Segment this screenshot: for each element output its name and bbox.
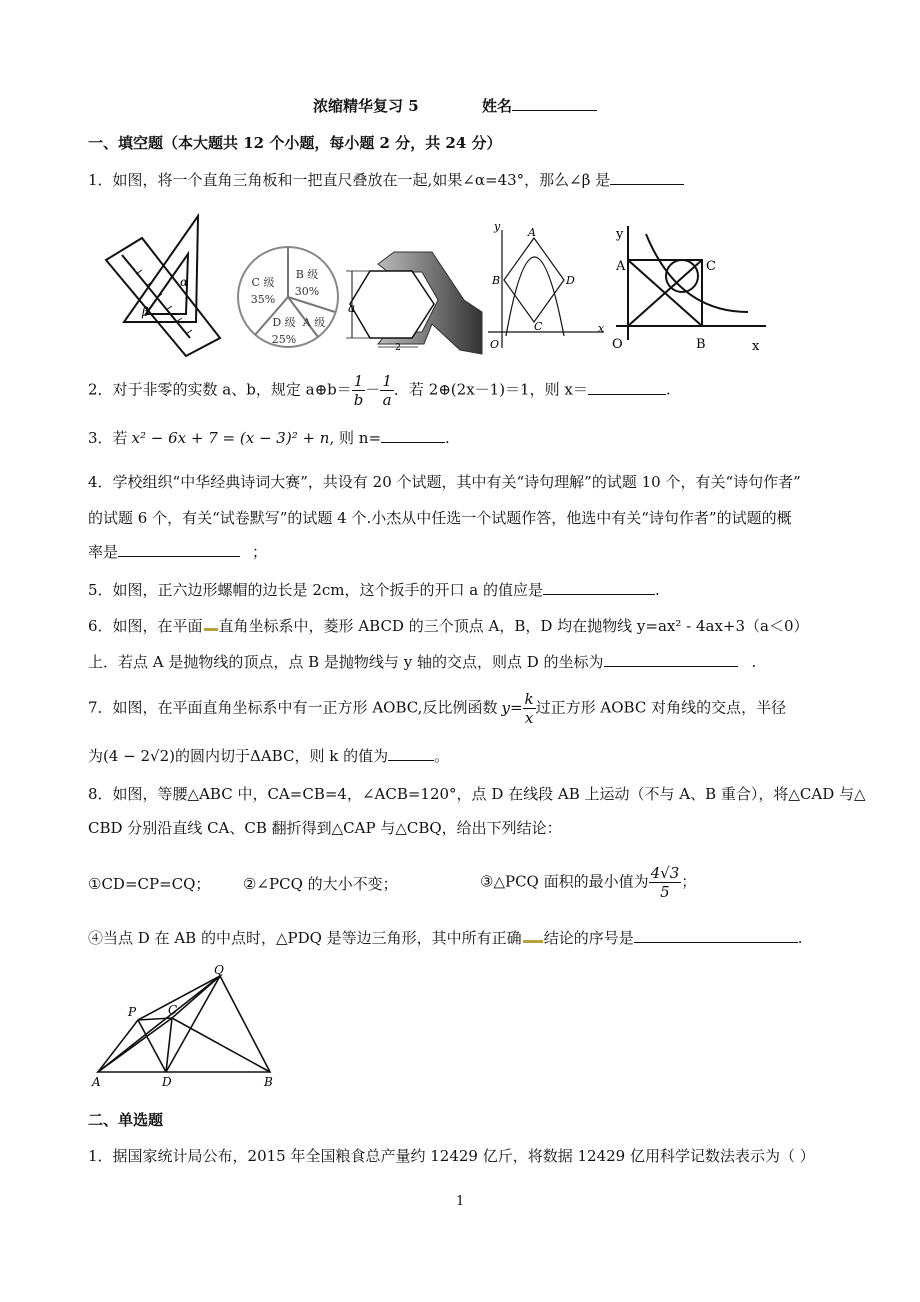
question-6-line-1: 6．如图，在平面 直角坐标系中，菱形 ABCD 的三个顶点 A，B，D 均在抛物线 y=ax² - 4ax+3（a＜0） [88,617,809,635]
fig4-A: A [528,226,536,239]
question-7-line-2: 为(4 − 2√2)的圆内切于ΔABC，则 k 的值为 。 [88,747,450,765]
fig6-B: B [264,1075,273,1089]
fig5-O: O [612,337,623,352]
fig4-y: y [494,220,501,233]
fig5-C: C [706,259,716,274]
pie-d-label: D 级 [272,316,296,329]
question-3: 3．若 x² − 6x + 7 = (x − 3)² + n, 则 n= . [88,429,450,447]
fraction-k-over-x: $\frac{k}{x}$ [524,690,534,727]
alpha-label: α [180,275,189,289]
fraction-4root3-over-5: $\frac{4√3}{5}$ [650,864,680,901]
single-choice-question-1: 1．据国家统计局公布，2015 年全国粮食总产量约 12429 亿斤，将数据 12429 亿用科学记数法表示为（ ） [88,1147,815,1165]
answer-blank-7[interactable] [388,746,434,761]
question-4-line-2: 的试题 6 个，有关“试卷默写”的试题 4 个.小杰从中任选一个试题作答，他选中有关“诗句作者”的试题的概 [88,509,792,527]
fig6-D: D [162,1075,172,1089]
pie-b-pct: 30% [294,285,320,298]
answer-blank-3[interactable] [381,428,445,443]
question-7-line-1: 7．如图，在平面直角坐标系中有一正方形 AOBC,反比例函数 y= $\frac{k}{x}$ 过正方形 AOBC 对角线的交点，半径 [88,690,787,727]
pie-b-label: B 级 [295,268,319,281]
fig6-A: A [92,1075,101,1089]
conclusion-2: ②∠PCQ 的大小不变； [243,875,398,893]
conclusion-3: ③△PCQ 面积的最小值为 $\frac{4√3}{5}$ ； [480,864,697,901]
fig5-x: x [752,339,760,354]
fig5-B: B [696,337,706,352]
question-8-line-1: 8．如图，等腰△ABC 中，CA=CB=4，∠ACB=120°，点 D 在线段 AB 上运动（不与 A、B 重合），将△CAD 与△ [88,785,866,803]
fig4-O: O [490,338,500,351]
figure-pie-chart [236,240,340,354]
conclusion-1: ①CD=CP=CQ； [88,875,211,893]
figure-square-circle [608,216,770,356]
figure-parabola-rhombus [484,218,608,356]
answer-blank-2[interactable] [588,380,666,395]
page-title: 浓缩精华复习 5 [313,97,419,115]
fig6-Q: Q [214,964,224,977]
fig4-B: B [492,274,501,287]
question-4-line-3: 率是 ； [88,543,268,561]
fig5-A: A [616,259,626,274]
question-6-line-2: 上．若点 A 是抛物线的顶点，点 B 是抛物线与 y 轴的交点，则点 D 的坐标为 . [88,653,757,671]
section-heading-fill-blank: 一、填空题（本大题共 12 个小题，每小题 2 分，共 24 分） [88,134,502,152]
beta-label: β [142,305,149,319]
pie-c-label: C 级 [251,276,275,289]
pie-a-label: A 级 [302,316,326,329]
answer-blank-8[interactable] [634,928,798,943]
answer-blank-4[interactable] [118,542,240,557]
figure-wrench-hexagon [342,244,484,356]
wrench-a-label: a [348,301,356,315]
fig4-C: C [534,320,543,333]
fig6-P: P [128,1005,137,1019]
question-1: 1．如图，将一个直角三角板和一把直尺叠放在一起,如果∠α=43°，那么∠β 是 [88,170,684,190]
section-heading-single-choice: 二、单选题 [88,1111,164,1129]
name-label: 姓名 [482,96,597,116]
figure-folded-triangle [90,964,290,1090]
conclusion-4: ④当点 D 在 AB 的中点时，△PDQ 是等边三角形，其中所有正确 结论的序号是 . [88,929,803,947]
question-4-line-1: 4．学校组织“中华经典诗词大赛”，共设有 20 个试题，其中有关“诗句理解”的试题 10 个，有关“诗句作者” [88,473,801,491]
highlight-mark [523,940,543,943]
answer-blank-6[interactable] [604,652,738,667]
fig5-y: y [616,227,624,242]
highlight-mark [204,628,218,631]
fig6-C: C [168,1003,178,1017]
fraction-1-over-a: $\frac{1}{a}$ [382,372,392,409]
pie-d-pct: 25% [271,333,297,346]
fig4-D: D [566,274,575,287]
pie-c-pct: 35% [250,293,276,306]
question-2: 2．对于非零的实数 a、b，规定 a⊕b＝ $\frac{1}{b}$ － $\frac{1}{a}$ ．若 2⊕(2x－1)＝1，则 x＝ . [88,372,671,409]
page-number: 1 [456,1194,465,1209]
wrench-2-label: 2 [395,343,401,353]
question-5: 5．如图，正六边形螺帽的边长是 2cm，这个扳手的开口 a 的值应是 . [88,581,660,599]
figure-ruler-triangle [100,210,222,358]
fraction-1-over-b: $\frac{1}{b}$ [353,372,364,409]
fig4-x: x [598,322,605,335]
name-blank[interactable] [512,96,597,111]
answer-blank-1[interactable] [610,170,684,185]
question-8-line-2: CBD 分别沿直线 CA、CB 翻折得到△CAP 与△CBQ，给出下列结论： [88,819,562,837]
answer-blank-5[interactable] [543,580,655,595]
